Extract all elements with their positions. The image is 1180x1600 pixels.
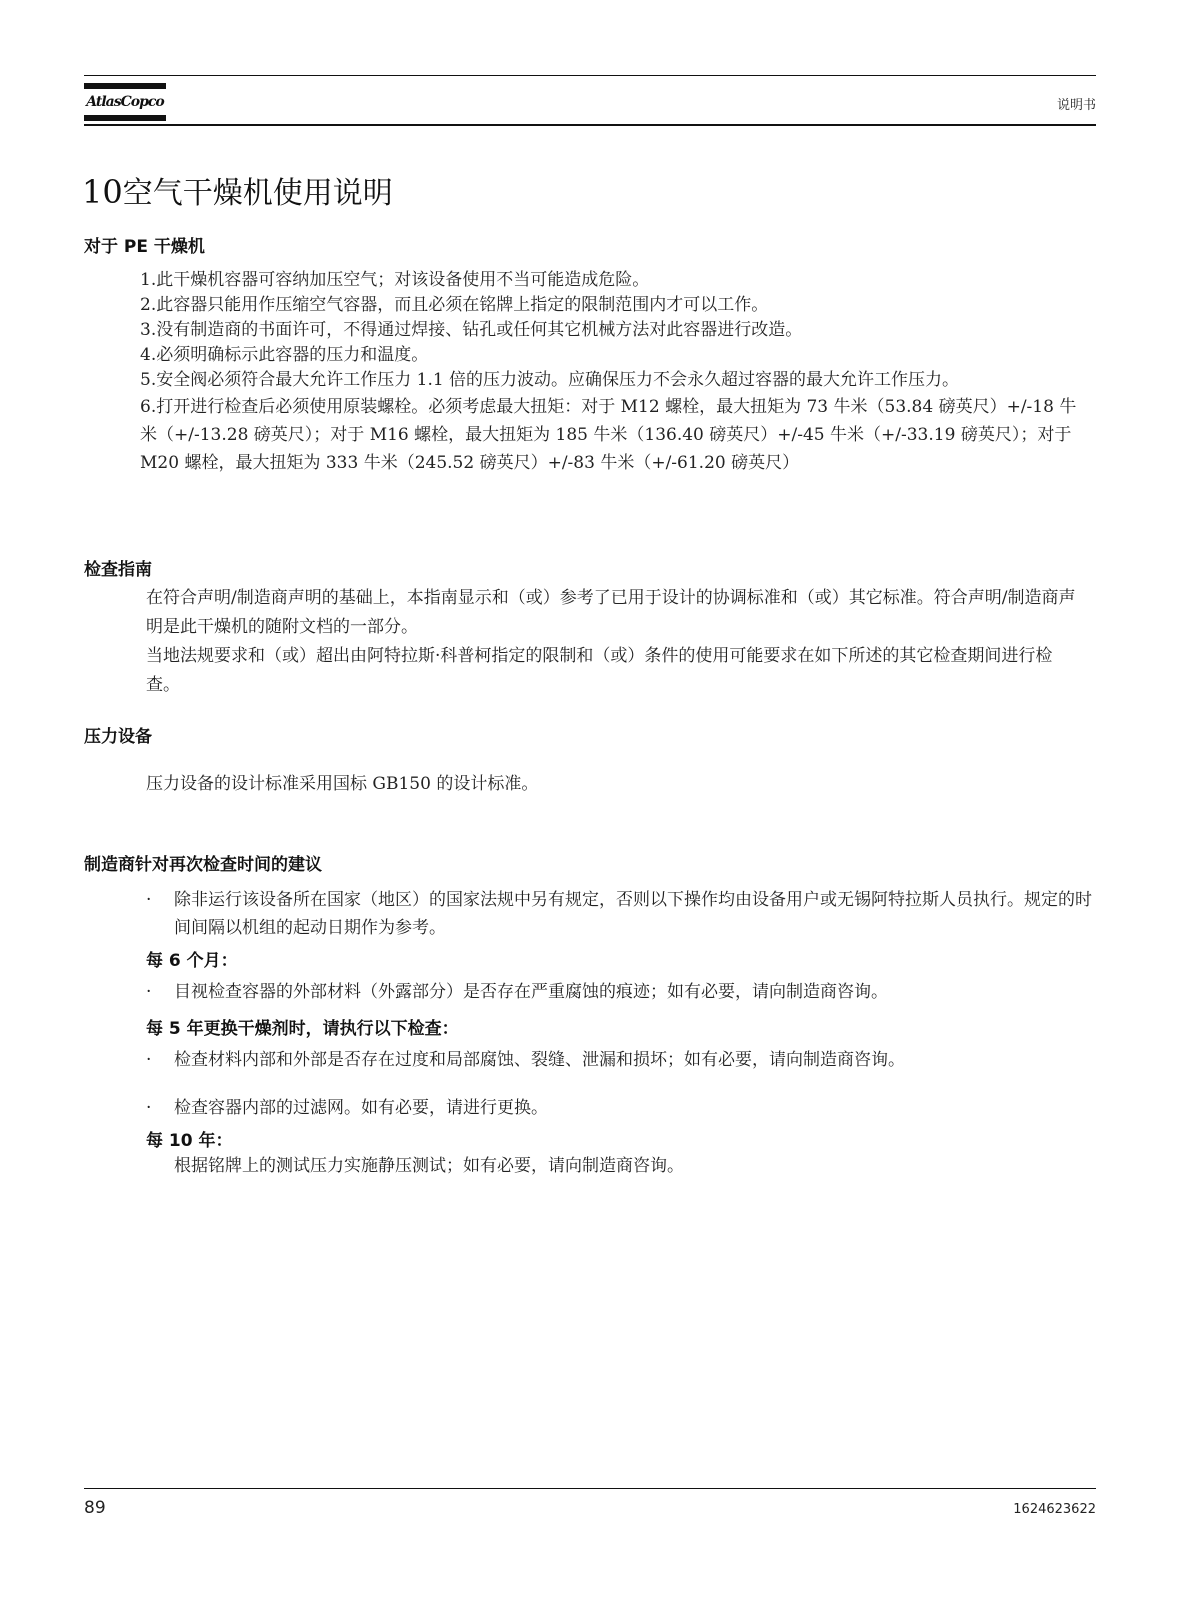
five-years-bullet-1 — [146, 1046, 1096, 1074]
six-months-label: 每 6 个月： — [146, 951, 238, 971]
ten-years-item — [146, 1152, 1096, 1180]
section-heading-pe: 对于 PE 干燥机 — [84, 237, 205, 257]
recommend-intro-bullet — [146, 886, 1096, 942]
page-title — [82, 168, 393, 212]
pe-items-list — [140, 268, 1080, 477]
pe-item-5: 5.安全阀必须符合最大允许工作压力 1.1 倍的压力波动。应确保压力不会永久超过容器的最大允许工作压力。 — [140, 370, 960, 390]
five-years-label: 每 5 年更换干燥剂时，请执行以下检查： — [146, 1019, 459, 1039]
header-doc-type: 说明书 — [1056, 98, 1096, 113]
document-number: 1624623622 — [1013, 1502, 1096, 1517]
chapter-number: 10 — [82, 173, 123, 211]
logo-bar-top — [84, 83, 166, 89]
pressure-text: 压力设备的设计标准采用国标 GB150 的设计标准。 — [146, 774, 539, 794]
section-heading-inspection: 检查指南 — [84, 560, 152, 580]
inspection-paragraph-1: 在符合声明/制造商声明的基础上，本指南显示和（或）参考了已用于设计的协调标准和（或）其它标准。符合声明/制造商声明是此干燥机的随附文档的一部分。 — [146, 588, 1076, 637]
bullet-dot: · — [146, 1050, 152, 1070]
header-bottom-rule — [84, 124, 1096, 126]
chapter-title: 空气干燥机使用说明 — [122, 176, 393, 211]
pe-item-6: 6.打开进行检查后必须使用原装螺栓。必须考虑最大扭矩：对于 M12 螺栓，最大扭矩为 73 牛米（53.84 磅英尺）+/-18 牛米（+/-13.28 磅英尺）；对于 M16 螺栓，最大扭矩为 185 牛米（136.40 磅英尺）+/-45 牛米（+/-33.19 磅英尺）；对于 M20 螺栓，最大扭矩为 333 牛米（245.52 磅英尺）+/-83 牛米（+/-61.20 磅英尺） — [140, 397, 1077, 473]
section-heading-recommend: 制造商针对再次检查时间的建议 — [84, 855, 322, 875]
header-top-rule — [84, 75, 1096, 76]
ten-years-label: 每 10 年： — [146, 1131, 233, 1151]
bullet-dot: · — [146, 982, 152, 1002]
bullet-dot: · — [146, 890, 152, 910]
five-years-bullet-2 — [146, 1094, 1096, 1122]
logo-bar-bottom — [84, 115, 166, 121]
pe-item-3: 3.没有制造商的书面许可，不得通过焊接、钻孔或任何其它机械方法对此容器进行改造。 — [140, 320, 803, 340]
section-heading-pressure: 压力设备 — [84, 727, 152, 747]
inspection-paragraph-2: 当地法规要求和（或）超出由阿特拉斯·科普柯指定的限制和（或）条件的使用可能要求在如下所述的其它检查期间进行检查。 — [146, 646, 1053, 695]
atlas-copco-logo — [84, 80, 166, 124]
page-number: 89 — [84, 1498, 106, 1518]
recommend-intro-text: 除非运行该设备所在国家（地区）的国家法规中另有规定，否则以下操作均由设备用户或无锡阿特拉斯人员执行。规定的时间间隔以机组的起动日期作为参考。 — [174, 890, 1092, 938]
footer-rule — [84, 1488, 1096, 1489]
pe-item-2: 2.此容器只能用作压缩空气容器，而且必须在铭牌上指定的限制范围内才可以工作。 — [140, 295, 769, 315]
bullet-dot: · — [146, 1098, 152, 1118]
six-months-text: 目视检查容器的外部材料（外露部分）是否存在严重腐蚀的痕迹；如有必要，请向制造商咨询。 — [174, 982, 888, 1002]
five-years-text-2: 检查容器内部的过滤网。如有必要，请进行更换。 — [174, 1098, 548, 1118]
six-months-bullet — [146, 978, 1096, 1006]
inspection-paragraphs — [146, 584, 1086, 700]
ten-years-text: 根据铭牌上的测试压力实施静压测试；如有必要，请向制造商咨询。 — [174, 1156, 684, 1176]
pe-item-1: 1.此干燥机容器可容纳加压空气；对该设备使用不当可能造成危险。 — [140, 270, 650, 290]
five-years-text-1: 检查材料内部和外部是否存在过度和局部腐蚀、裂缝、泄漏和损坏；如有必要，请向制造商咨询。 — [174, 1050, 905, 1070]
logo-text: AtlasCopco — [86, 94, 164, 110]
pe-item-4: 4.必须明确标示此容器的压力和温度。 — [140, 345, 429, 365]
